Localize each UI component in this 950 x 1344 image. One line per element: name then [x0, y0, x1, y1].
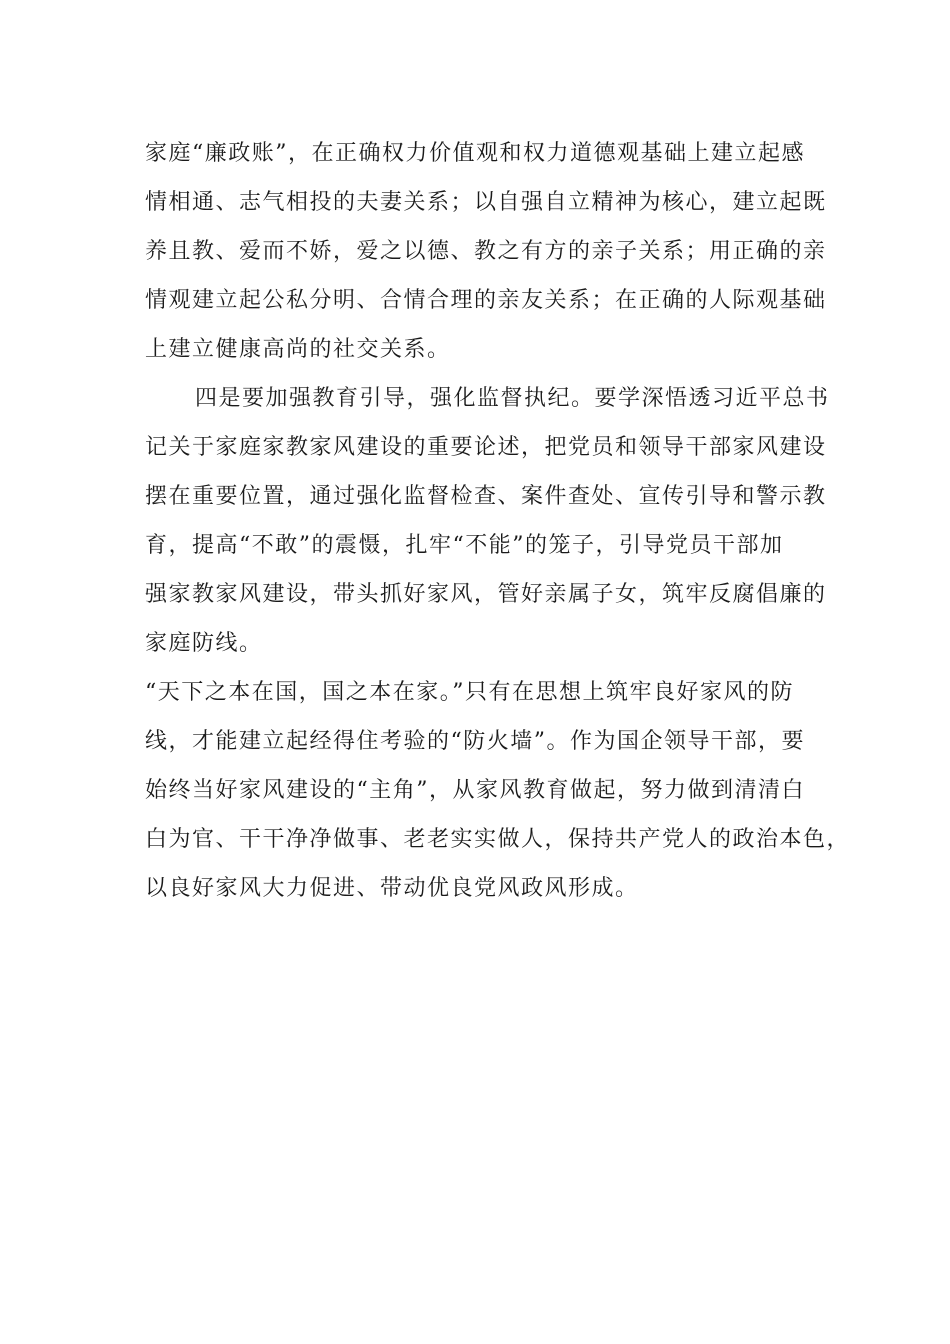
- text-line: 以良好家风大力促进、带动优良党风政风形成。: [145, 876, 639, 901]
- text-line: 线，才能建立起经得住考验的“防火墙”。作为国企领导干部，要: [145, 729, 805, 754]
- text-line: 家庭防线。: [145, 631, 263, 656]
- text-line: 情相通、志气相投的夫妻关系；以自强自立精神为核心，建立起既: [145, 190, 827, 215]
- text-line: 育，提高“不敢”的震慑，扎牢“不能”的笼子，引导党员干部加: [145, 533, 784, 558]
- text-line: 白为官、干干净净做事、老老实实做人，保持共产党人的政治本色，: [145, 827, 851, 852]
- text-line: 四是要加强教育引导，强化监督执纪。要学深悟透习近平总书: [195, 386, 830, 411]
- text-line: 摆在重要位置，通过强化监督检查、案件查处、宣传引导和警示教: [145, 484, 827, 509]
- text-line: 情观建立起公私分明、合情合理的亲友关系；在正确的人际观基础: [145, 288, 827, 313]
- paragraph-2: [145, 374, 835, 668]
- text-line: 始终当好家风建设的“主角”，从家风教育做起，努力做到清清白: [145, 778, 805, 803]
- text-line: 记关于家庭家教家风建设的重要论述，把党员和领导干部家风建设: [145, 435, 827, 460]
- text-line: 家庭“廉政账”，在正确权力价值观和权力道德观基础上建立起感: [145, 141, 805, 166]
- paragraph-3: [145, 668, 851, 913]
- paragraph-1: [145, 129, 835, 374]
- text-line: “天下之本在国，国之本在家。”只有在思想上筑牢良好家风的防: [145, 680, 794, 705]
- text-line: 上建立健康高尚的社交关系。: [145, 337, 451, 362]
- document-body: [145, 129, 851, 913]
- text-line: 强家教家风建设，带头抓好家风，管好亲属子女，筑牢反腐倡廉的: [145, 582, 827, 607]
- text-line: 养且教、爱而不娇，爱之以德、教之有方的亲子关系；用正确的亲: [145, 239, 827, 264]
